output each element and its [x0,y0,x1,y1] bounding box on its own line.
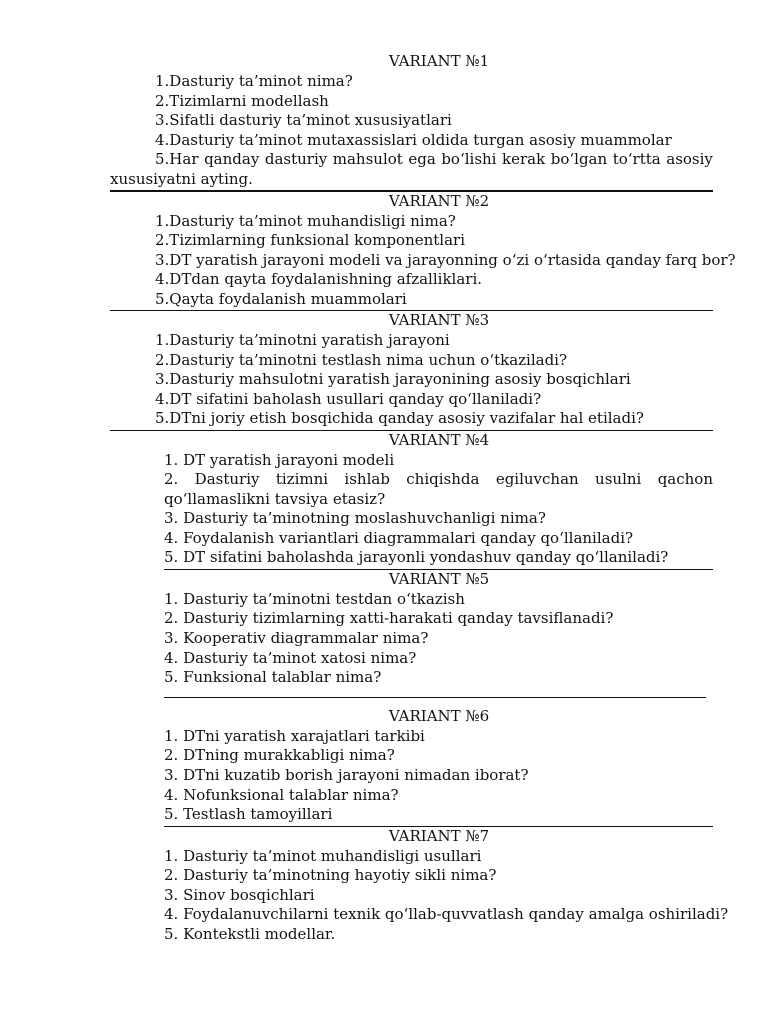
word: usulni [595,470,642,488]
variant-3-item-5: 5.DTni joriy etish bosqichida qanday asosiy vazifalar hal etiladi? [155,409,644,427]
variant-4-item-4: 4. Foydalanish variantlari diagrammalari qanday qo‘llaniladi? [164,529,634,547]
variant-1-title: VARIANT №1 [388,52,490,70]
variant-1-item-4: 4.Dasturiy ta’minot mutaxassislari oldida turgan asosiy muammolar [155,131,672,149]
variant-7-item-2: 2. Dasturiy ta’minotning hayotiy sikli nima? [164,866,497,884]
variant-1-item-3: 3.Sifatli dasturiy ta’minot xususiyatlari [155,111,452,129]
variant-6-item-5: 5. Testlash tamoyillari [164,805,333,823]
word: dasturiy [264,150,328,168]
variant-3-item-2: 2.Dasturiy ta’minotni testlash nima uchun o‘tkaziladi? [155,351,568,369]
variant-2-item-4: 4.DTdan qayta foydalanishning afzalliklari. [155,270,483,288]
variant-7-title: VARIANT №7 [388,827,490,845]
word: kerak [502,150,546,168]
variant-3-title: VARIANT №3 [388,311,490,329]
variant-5-item-4: 4. Dasturiy ta’minot xatosi nima? [164,649,417,667]
variant-1-item-5-line-2: xususiyatni ayting. [110,170,253,188]
section-divider [164,697,706,698]
variant-2-item-5: 5.Qayta foydalanish muammolari [155,290,407,308]
variant-7-item-1: 1. Dasturiy ta’minot muhandisligi usullari [164,847,482,865]
word: ega [408,150,436,168]
variant-5-title: VARIANT №5 [388,570,490,588]
variant-7-item-4: 4. Foydalanuvchilarni texnik qo‘llab-quvvatlash qanday amalga oshiriladi? [164,905,729,923]
variant-6-item-3: 3. DTni kuzatib borish jarayoni nimadan iborat? [164,766,529,784]
variant-5-item-3: 3. Kooperativ diagrammalar nima? [164,629,429,647]
variant-1-item-1: 1.Dasturiy ta’minot nima? [155,72,353,90]
variant-1-item-5-line-1 [155,150,713,170]
variant-5-item-5: 5. Funksional talablar nima? [164,668,382,686]
word: Dasturiy [194,470,260,488]
word: 2. [164,470,179,488]
word: tizimni [275,470,329,488]
variant-7-item-5: 5. Kontekstli modellar. [164,925,336,943]
word: ishlab [344,470,390,488]
variant-6-item-4: 4. Nofunksional talablar nima? [164,786,399,804]
variant-2-item-1: 1.Dasturiy ta’minot muhandisligi nima? [155,212,456,230]
variant-6-title: VARIANT №6 [388,707,490,725]
variant-5-item-1: 1. Dasturiy ta’minotni testdan o‘tkazish [164,590,465,608]
variant-4-item-5: 5. DT sifatini baholashda jarayonli yondashuv qanday qo‘llaniladi? [164,548,669,566]
variant-4-item-3: 3. Dasturiy ta’minotning moslashuvchanligi nima? [164,509,546,527]
variant-7-item-3: 3. Sinov bosqichlari [164,886,315,904]
word: to‘rtta [612,150,661,168]
variant-5-item-2: 2. Dasturiy tizimlarning xatti-harakati qanday tavsiflanadi? [164,609,614,627]
word: bo‘lgan [550,150,608,168]
variant-3-item-3: 3.Dasturiy mahsulotni yaratish jarayonining asosiy bosqichlari [155,370,631,388]
word: egiluvchan [495,470,579,488]
variant-6-item-1: 1. DTni yaratish xarajatlari tarkibi [164,727,425,745]
word: chiqishda [406,470,480,488]
variant-4-item-1: 1. DT yaratish jarayoni modeli [164,451,395,469]
variant-2-title: VARIANT №2 [388,192,490,210]
word: bo‘lishi [441,150,497,168]
word: 5.Har [155,150,199,168]
variant-4-title: VARIANT №4 [388,431,490,449]
word: qachon [657,470,713,488]
variant-2-item-2: 2.Tizimlarning funksional komponentlari [155,231,466,249]
word: mahsulot [332,150,403,168]
variant-4-item-2-line-2: qo‘llamaslikni tavsiya etasiz? [164,490,386,508]
variant-6-item-2: 2. DTning murakkabligi nima? [164,746,395,764]
variant-1-item-2: 2.Tizimlarni modellash [155,92,329,110]
word: asosiy [666,150,713,168]
word: qanday [204,150,260,168]
variant-4-item-2-line-1 [164,470,713,490]
variant-2-item-3: 3.DT yaratish jarayoni modeli va jarayonning o‘zi o‘rtasida qanday farq bor? [155,251,736,269]
variant-3-item-4: 4.DT sifatini baholash usullari qanday qo‘llaniladi? [155,390,542,408]
variant-3-item-1: 1.Dasturiy ta’minotni yaratish jarayoni [155,331,450,349]
